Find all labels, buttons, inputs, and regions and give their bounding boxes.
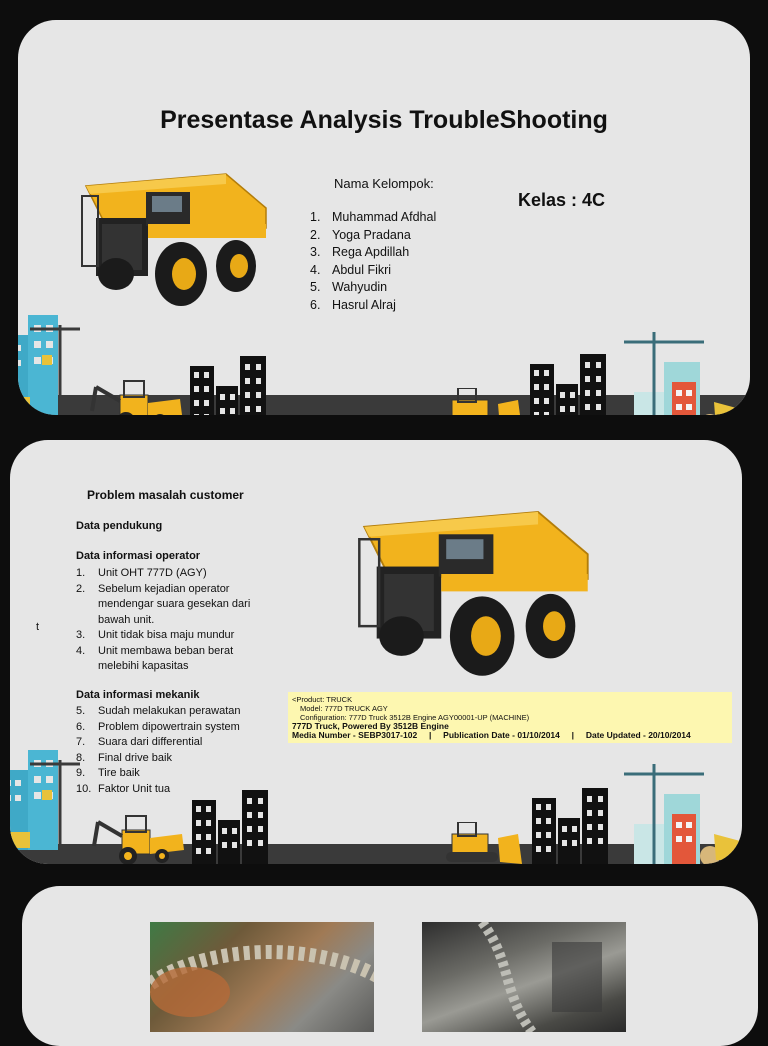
bulldozer-illustration — [444, 822, 524, 864]
list-item — [76, 720, 276, 736]
list-number: 6. — [310, 297, 321, 312]
slide-photos — [22, 886, 758, 1046]
city-crane-illustration — [624, 332, 750, 415]
spec-media: Media Number - SEBP3017-102 | Publication Date - 01/10/2014 | Date Updated - 20/10/2014 — [292, 730, 691, 740]
list-number: 5. — [76, 705, 86, 717]
spec-powered: 777D Truck, Powered By 3512B Engine — [292, 721, 449, 731]
list-text: Problem dipowertrain system — [98, 720, 240, 733]
list-number: 3. — [310, 245, 321, 259]
list-number: 8. — [76, 751, 86, 764]
list-item — [76, 704, 276, 720]
stray-character: t — [36, 621, 40, 633]
list-item — [76, 735, 276, 751]
list-item — [76, 628, 266, 644]
list-item — [310, 209, 436, 227]
list-item — [76, 566, 266, 582]
presentation-title: Presentase Analysis TroubleShooting — [160, 106, 608, 134]
list-number: 4. — [76, 644, 86, 657]
member-name: Rega Apdillah — [332, 245, 410, 259]
differential-photo — [422, 922, 626, 1032]
list-item — [76, 766, 276, 782]
member-name: Wahyudin — [332, 280, 388, 294]
spec-configuration: Configuration: 777D Truck 3512B Engine AGY00001-UP (MACHINE) — [300, 713, 530, 722]
bulldozer-illustration — [444, 388, 524, 415]
list-item — [76, 644, 266, 675]
member-name: Abdul Fikri — [332, 262, 392, 277]
section-heading: Data informasi mekanik — [76, 689, 200, 701]
list-text: Unit membawa beban berat melebihi kapasitas — [98, 644, 234, 672]
list-item — [76, 751, 276, 767]
slide-heading: Problem masalah customer — [87, 488, 244, 502]
section-heading: Data informasi operator — [76, 550, 201, 562]
slide-problem — [10, 440, 742, 864]
list-text: Sudah melakukan perawatan — [98, 705, 241, 717]
list-number: 5. — [310, 280, 321, 294]
list-item — [310, 244, 436, 262]
list-number: 9. — [76, 767, 86, 779]
list-text: Tire baik — [98, 767, 140, 779]
buildings-silhouette — [192, 790, 272, 864]
city-crane-illustration — [624, 764, 742, 864]
list-number: 2. — [76, 582, 86, 595]
list-text: Unit tidak bisa maju mundur — [98, 629, 235, 641]
list-number: 10. — [76, 782, 92, 795]
list-number: 4. — [310, 262, 321, 277]
mechanic-list — [76, 704, 276, 797]
list-number: 6. — [76, 720, 86, 733]
slide-title — [18, 20, 750, 415]
list-text: Sebelum kejadian operator mendengar suara gesekan dari bawah unit. — [98, 582, 251, 626]
buildings-silhouette — [530, 354, 610, 415]
damaged-gear-icon — [422, 922, 626, 1032]
list-text: Suara dari differential — [98, 736, 203, 748]
spec-info-box — [288, 692, 732, 743]
list-number: 3. — [76, 629, 86, 641]
backhoe-illustration — [90, 375, 190, 415]
list-item — [310, 297, 436, 315]
list-item — [76, 582, 266, 629]
city-crane-illustration — [18, 315, 90, 415]
list-text: Faktor Unit tua — [98, 782, 171, 795]
member-name: Hasrul Alraj — [332, 297, 396, 312]
list-item — [310, 227, 436, 245]
operator-list — [76, 566, 266, 675]
list-text: Unit OHT 777D (AGY) — [98, 567, 207, 579]
group-label: Nama Kelompok: — [334, 176, 434, 191]
class-label: Kelas : 4C — [518, 190, 606, 210]
member-list — [310, 209, 436, 314]
list-number: 1. — [76, 567, 86, 579]
buildings-silhouette — [532, 788, 612, 864]
list-number: 7. — [76, 736, 86, 748]
member-name: Muhammad Afdhal — [332, 210, 437, 224]
backhoe-illustration — [92, 810, 192, 864]
bevel-gear-icon — [150, 922, 374, 1032]
list-number: 2. — [310, 227, 321, 242]
gear-photo — [150, 922, 374, 1032]
list-item — [310, 279, 436, 297]
city-crane-illustration — [10, 750, 90, 850]
member-name: Yoga Pradana — [332, 227, 411, 242]
spec-model: Model: 777D TRUCK AGY — [300, 704, 388, 713]
list-text: Final drive baik — [98, 751, 172, 764]
list-item — [310, 262, 436, 280]
list-number: 1. — [310, 210, 321, 224]
spec-product: <Product: TRUCK — [292, 695, 353, 704]
buildings-silhouette — [190, 356, 270, 415]
section-heading: Data pendukung — [76, 520, 163, 532]
dump-truck-image — [76, 166, 276, 311]
dump-truck-image — [342, 502, 610, 682]
